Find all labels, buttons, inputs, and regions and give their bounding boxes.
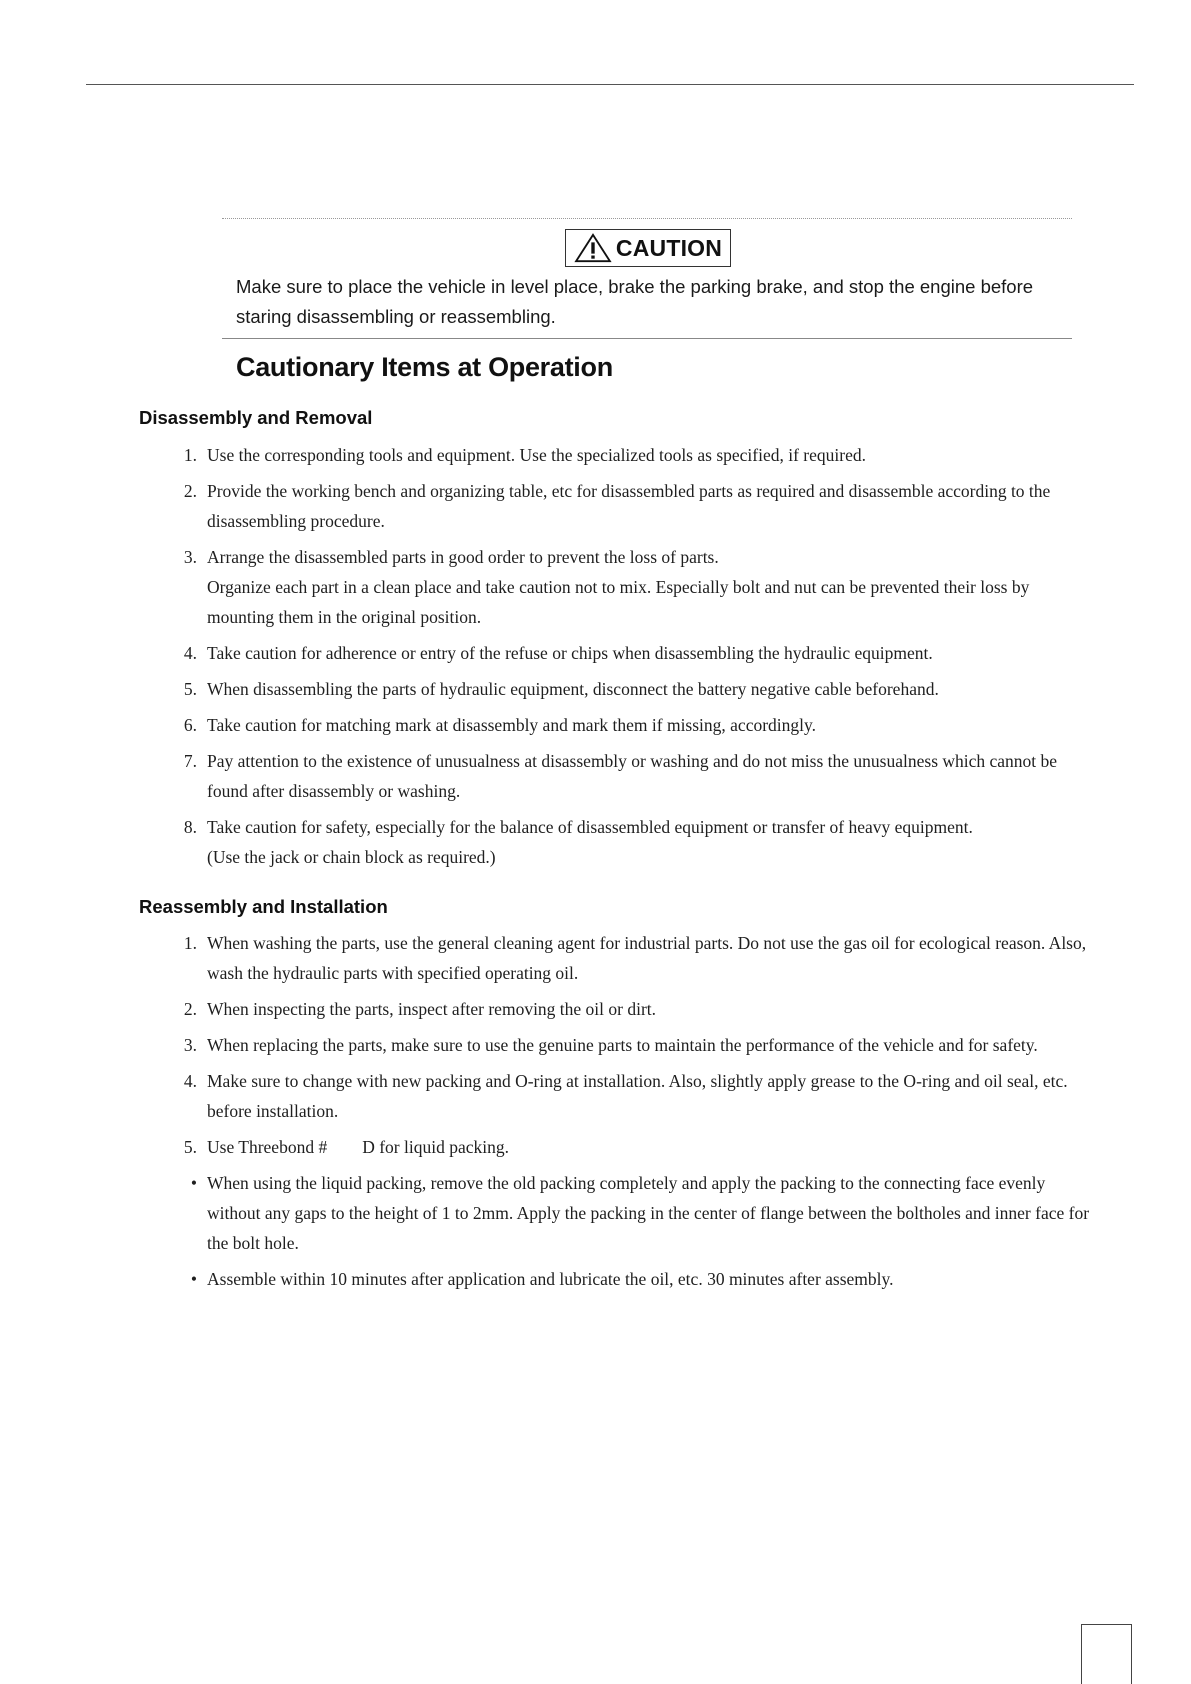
list-item-text: Use the corresponding tools and equipment. Use the specialized tools as specified, if required. xyxy=(207,445,866,465)
caution-top-rule xyxy=(222,218,1072,219)
list-marker: 2. xyxy=(183,481,197,501)
disassembly-list xyxy=(175,440,1095,878)
list-marker: 6. xyxy=(183,715,197,735)
list-marker: 1. xyxy=(183,933,197,953)
list-marker: • xyxy=(190,1173,197,1193)
list-marker: 3. xyxy=(183,547,197,567)
list-item-text: When using the liquid packing, remove the old packing completely and apply the packing to the connecting face evenly without any gaps to the height of 1 to 2mm. Apply the packing in the center of flange between the boltholes and inner face for the bolt hole. xyxy=(207,1173,1090,1253)
list-item xyxy=(175,928,1095,988)
reassembly-list xyxy=(175,928,1095,1300)
list-item-text: When washing the parts, use the general cleaning agent for industrial parts. Do not use the gas oil for ecological reason. Also, wash the hydraulic parts with specified operating oil. xyxy=(207,933,1087,983)
list-item xyxy=(175,674,1095,704)
list-item-text: Use Threebond # D for liquid packing. xyxy=(207,1137,509,1157)
list-item-text: Take caution for adherence or entry of the refuse or chips when disassembling the hydraulic equipment. xyxy=(207,643,933,663)
list-marker: 3. xyxy=(183,1035,197,1055)
list-item-text: Arrange the disassembled parts in good order to prevent the loss of parts. xyxy=(207,547,719,567)
list-marker: 4. xyxy=(183,643,197,663)
list-item xyxy=(175,994,1095,1024)
warning-triangle-icon xyxy=(574,233,612,263)
list-item xyxy=(175,812,1095,872)
list-item xyxy=(175,542,1095,632)
list-item-text: Assemble within 10 minutes after application and lubricate the oil, etc. 30 minutes after assembly. xyxy=(207,1269,894,1289)
list-item xyxy=(175,746,1095,806)
list-item-text: Take caution for safety, especially for the balance of disassembled equipment or transfer of heavy equipment. xyxy=(207,817,973,837)
list-marker: 2. xyxy=(183,999,197,1019)
caution-badge xyxy=(565,229,731,267)
list-item-text: When disassembling the parts of hydraulic equipment, disconnect the battery negative cable beforehand. xyxy=(207,679,939,699)
list-item xyxy=(175,1132,1095,1162)
list-item-text: Pay attention to the existence of unusualness at disassembly or washing and do not miss the unusualness which cannot be found after disassembly or washing. xyxy=(207,751,1058,801)
list-marker: • xyxy=(190,1269,197,1289)
list-item xyxy=(175,710,1095,740)
list-item xyxy=(175,1168,1095,1258)
disassembly-heading: Disassembly and Removal xyxy=(139,407,373,428)
list-item-text: Provide the working bench and organizing table, etc for disassembled parts as required and disassemble according to the disassembling procedure. xyxy=(207,481,1051,531)
list-item xyxy=(175,1264,1095,1294)
list-item xyxy=(175,1066,1095,1126)
reassembly-heading: Reassembly and Installation xyxy=(139,896,388,917)
list-marker: 5. xyxy=(183,1137,197,1157)
caution-text: Make sure to place the vehicle in level place, brake the parking brake, and stop the engine before staring disassembling or reassembling. xyxy=(236,276,1034,327)
header-rule xyxy=(86,84,1134,85)
caution-bottom-rule xyxy=(222,338,1072,339)
caution-label: CAUTION xyxy=(615,234,723,261)
list-marker: 7. xyxy=(183,751,197,771)
list-marker: 4. xyxy=(183,1071,197,1091)
list-item xyxy=(175,440,1095,470)
list-item-text: Make sure to change with new packing and O-ring at installation. Also, slightly apply grease to the O-ring and oil seal, etc. before installation. xyxy=(207,1071,1068,1121)
list-marker: 5. xyxy=(183,679,197,699)
list-item xyxy=(175,638,1095,668)
list-item-text: When replacing the parts, make sure to use the genuine parts to maintain the performance of the vehicle and for safety. xyxy=(207,1035,1038,1055)
list-marker: 8. xyxy=(183,817,197,837)
section-title: Cautionary Items at Operation xyxy=(236,352,613,382)
list-item-text-continued: (Use the jack or chain block as required.) xyxy=(207,847,496,867)
list-item xyxy=(175,476,1095,536)
list-item xyxy=(175,1030,1095,1060)
list-item-text: When inspecting the parts, inspect after removing the oil or dirt. xyxy=(207,999,657,1019)
list-marker: 1. xyxy=(183,445,197,465)
page-number-box xyxy=(1081,1624,1132,1684)
list-item-text-continued: Organize each part in a clean place and take caution not to mix. Especially bolt and nut can be prevented their loss by mounting them in the original position. xyxy=(207,577,1030,627)
list-item-text: Take caution for matching mark at disassembly and mark them if missing, accordingly. xyxy=(207,715,817,735)
